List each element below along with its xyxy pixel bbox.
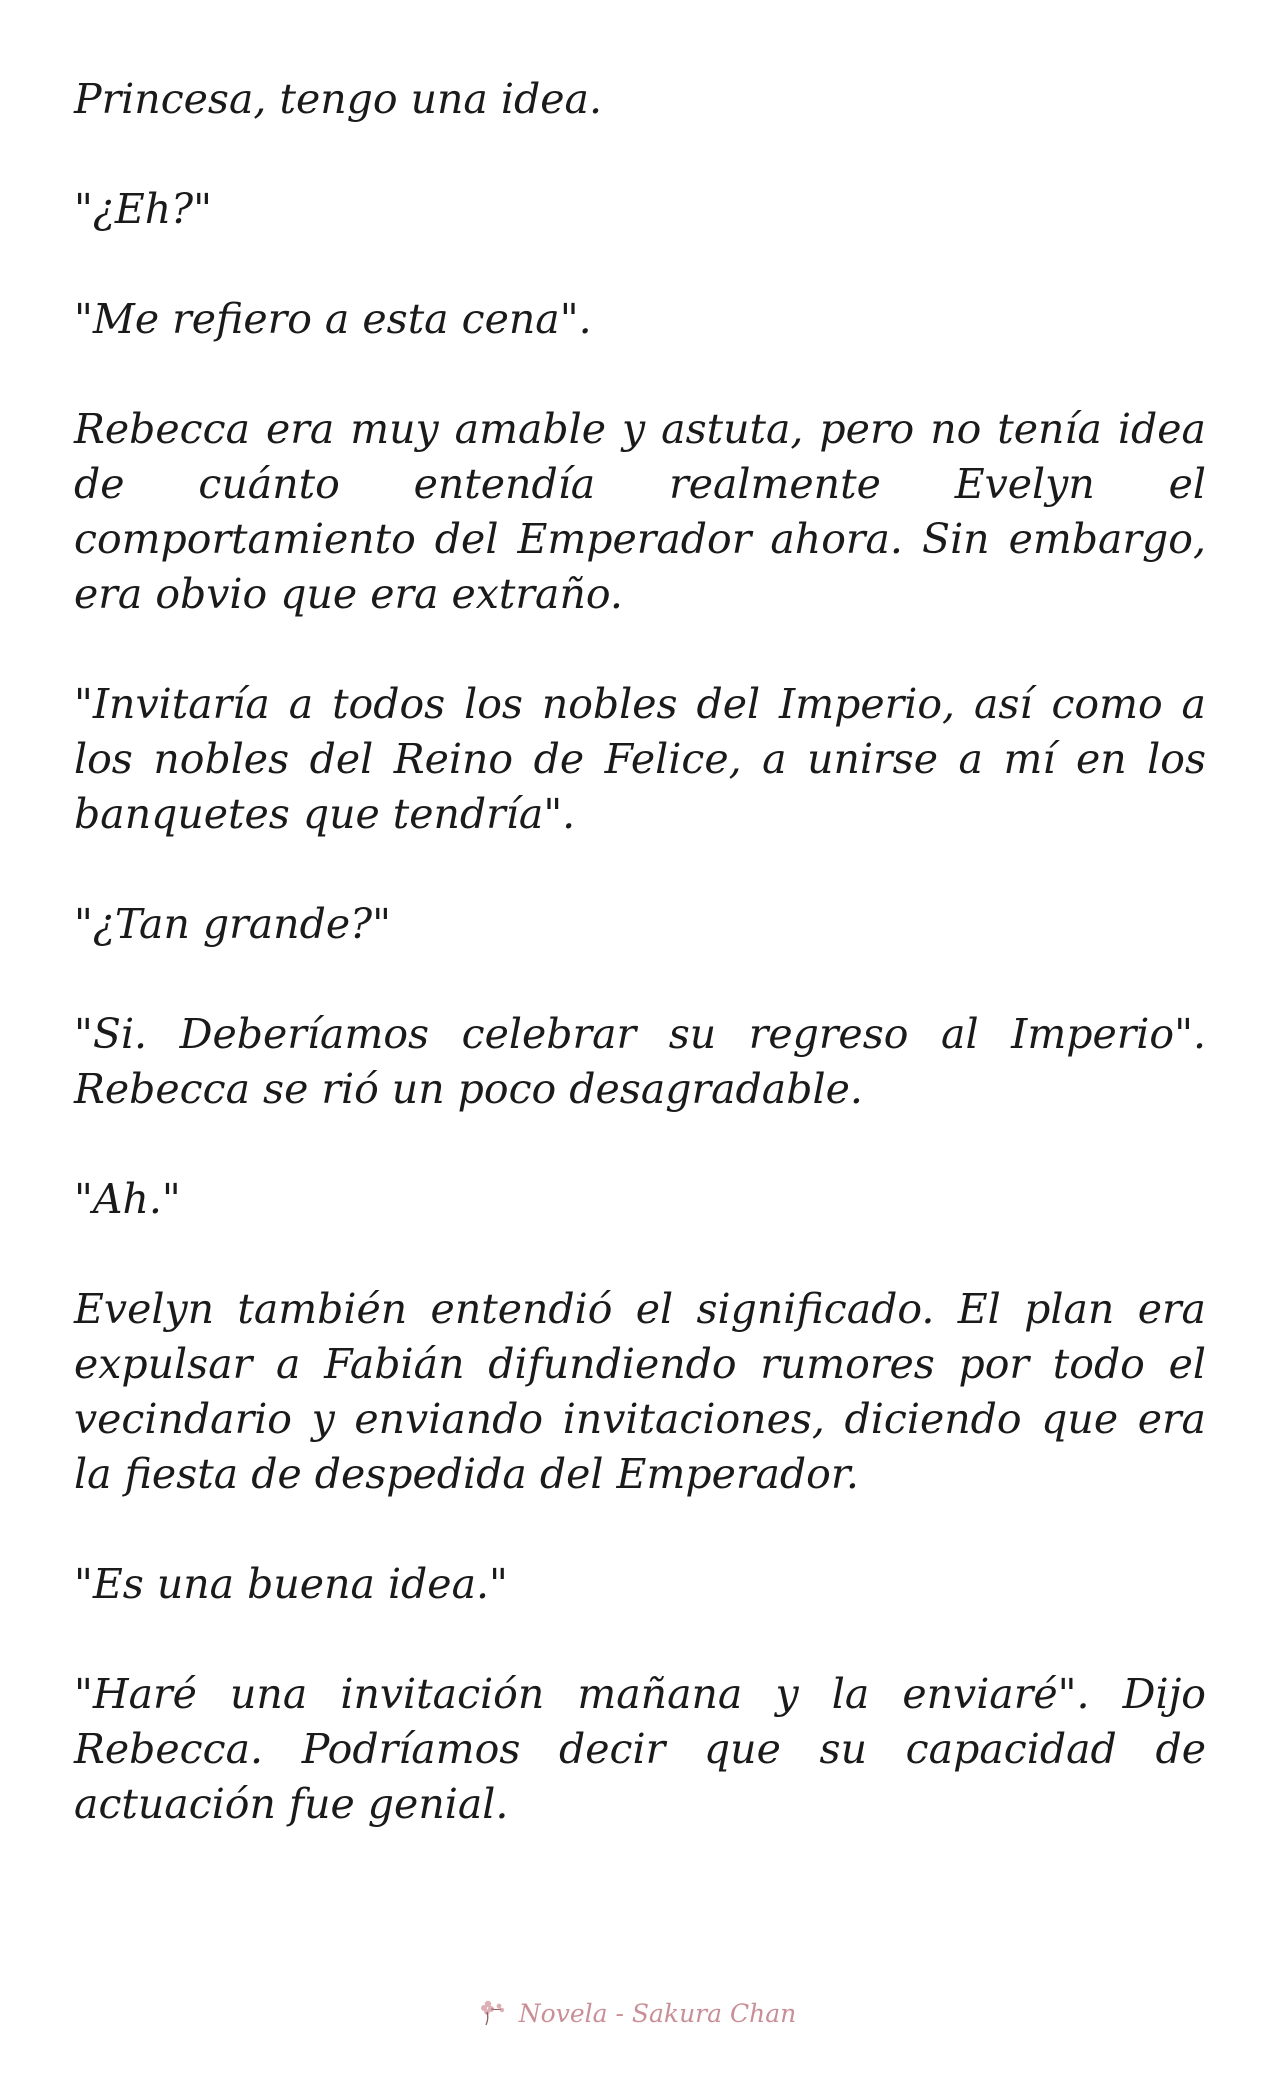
paragraph-8: "Ah." — [74, 1175, 181, 1223]
paragraph-5: "Invitaría a todos los nobles del Imperio, así como a los nobles del Reino de Felice, a unirse a mí en los banquetes que tendría". — [74, 680, 1206, 838]
paragraph-1: Princesa, tengo una idea. — [74, 75, 602, 123]
paragraph-10: "Es una buena idea." — [74, 1560, 508, 1608]
cherry-blossom-icon — [479, 1998, 509, 2028]
paragraph-11: "Haré una invitación mañana y la enviaré". Dijo Rebecca. Podríamos decir que su capacidad de actuación fue genial. — [74, 1670, 1206, 1828]
paragraph-4: Rebecca era muy amable y astuta, pero no tenía idea de cuánto entendía realmente Evelyn el comportamiento del Emperador ahora. Sin embargo, era obvio que era extraño. — [74, 405, 1206, 618]
paragraph-6: "¿Tan grande?" — [74, 900, 391, 948]
paragraph-9: Evelyn también entendió el significado. El plan era expulsar a Fabián difundiendo rumores por todo el vecindario y enviando invitaciones, diciendo que era la fiesta de despedida del Emperador. — [74, 1285, 1206, 1498]
footer-watermark — [0, 1998, 1275, 2028]
paragraph-3: "Me refiero a esta cena". — [74, 295, 592, 343]
footer-credit: Novela - Sakura Chan — [518, 1998, 797, 2028]
paragraph-7: "Si. Deberíamos celebrar su regreso al Imperio". Rebecca se rió un poco desagradable. — [74, 1010, 1206, 1113]
paragraph-2: "¿Eh?" — [74, 185, 213, 233]
document-body — [74, 72, 1206, 1832]
